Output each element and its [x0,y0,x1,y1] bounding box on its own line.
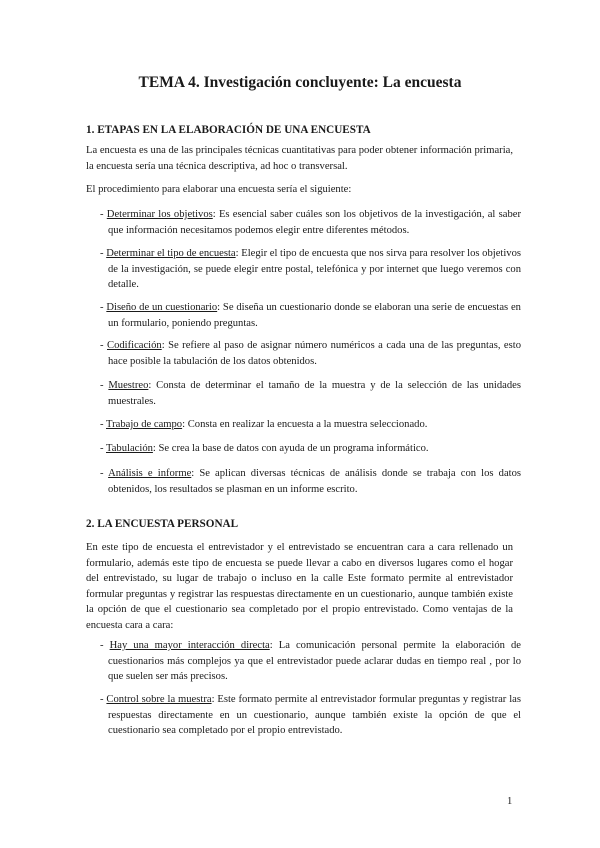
section-heading-encuesta-personal: 2. LA ENCUESTA PERSONAL [86,518,239,530]
section2-intro: En este tipo de encuesta el entrevistador y el entrevistado se encuentran cara a cara rellenado un formulario, además este tipo de encuesta se puede llevar a cabo en diversos lugares como el hogar del entrevistado, su lugar de trabajo o incluso en la calle Este formato permite al entrevistador formular preguntas y registrar las respuestas directamente en un cuestionario, aunque también existe la opción de que el cuestionario sea completado por el propio entrevistado. Como ventajas de la encuesta cara a cara: [86,542,513,631]
item-text: : Se aplican diversas técnicas de análisis donde se trabaja con los datos obtenidos, los resultados se plasman en un informe escrito. [108,468,522,495]
item-term: Determinar los objetivos [106,209,213,220]
item-text: : Se refiere al paso de asignar número numéricos a cada una de las preguntas, esto hace posible la tabulación de los datos obtenidos. [108,340,521,367]
item-term: Control sobre la muestra [106,694,212,705]
item-text: : Este formato permite al entrevistador formular preguntas y registrar las respuestas directamente en un cuestionario, aunque también existe la opción de que el cuestionario sea completado por el propio entrevistado. [108,694,521,736]
item-term: Análisis e informe [108,468,192,479]
list-item: - Análisis e informe: Se aplican diversas técnicas de análisis donde se trabaja con los datos obtenidos, los resultados se plasman en un informe escrito. [100,468,522,495]
section-heading-etapas: 1. ETAPAS EN LA ELABORACIÓN DE UNA ENCUESTA [86,124,371,136]
page-number: 1 [507,796,513,807]
item-term: Diseño de un cuestionario [106,302,218,313]
item-term: Muestreo [108,380,149,391]
list-item: - Trabajo de campo: Consta en realizar la encuesta a la muestra seleccionado. [100,419,428,430]
item-text: : Es esencial saber cuáles son los objetivos de la investigación, al saber que información necesitamos podemos elegir entre diferentes métodos. [108,209,521,236]
document-title: TEMA 4. Investigación concluyente: La encuesta [138,74,462,91]
item-text: : Se diseña un cuestionario donde se elaboran una serie de encuestas en un formulario, poniendo preguntas. [108,302,521,329]
list-item: - Control sobre la muestra: Este formato permite al entrevistador formular preguntas y registrar las respuestas directamente en un cuestionario, aunque también existe la opción de que el cuestionario sea completado por el propio entrevistado. [100,694,521,736]
item-text: : La comunicación personal permite la elaboración de cuestionarios más complejos ya que el entrevistador puede aclarar dudas en tiempo real , por lo que suelen ser más precisos. [108,640,521,682]
item-text: : Consta de determinar el tamaño de la muestra y de la selección de las unidades muestrales. [108,380,521,407]
section1-procedure: El procedimiento para elaborar una encuesta sería el siguiente: [86,184,352,195]
item-term: Hay una mayor interacción directa [109,640,270,651]
list-item: - Determinar el tipo de encuesta: Elegir el tipo de encuesta que nos sirva para resolver los objetivos de la investigación, se puede elegir entre postal, telefónica y por internet que luego veremos con detalle. [100,248,522,290]
list-item: - Hay una mayor interacción directa: La comunicación personal permite la elaboración de cuestionarios más complejos ya que el entrevistador puede aclarar dudas en tiempo real , por lo que suelen ser más precisos. [100,640,521,682]
item-term: Tabulación [106,443,153,454]
item-term: Codificación [107,340,162,351]
item-term: Trabajo de campo [106,419,183,430]
list-item: - Codificación: Se refiere al paso de asignar número numéricos a cada una de las preguntas, esto hace posible la tabulación de los datos obtenidos. [100,340,521,367]
section1-intro: La encuesta es una de las principales técnicas cuantitativas para poder obtener información primaria, la encuesta sería una técnica descriptiva, ad hoc o transversal. [86,145,513,172]
list-item: - Muestreo: Consta de determinar el tamaño de la muestra y de la selección de las unidades muestrales. [100,380,521,407]
list-item: - Tabulación: Se crea la base de datos con ayuda de un programa informático. [100,443,429,454]
list-item: - Determinar los objetivos: Es esencial saber cuáles son los objetivos de la investigación, al saber que información necesitamos podemos elegir entre diferentes métodos. [100,209,521,236]
item-text: : Se crea la base de datos con ayuda de un programa informático. [152,443,429,454]
list-item: - Diseño de un cuestionario: Se diseña un cuestionario donde se elaboran una serie de encuestas en un formulario, poniendo preguntas. [100,302,521,329]
item-text: : Elegir el tipo de encuesta que nos sirva para resolver los objetivos de la investigación, se puede elegir entre postal, telefónica y por internet que luego veremos con detalle. [108,248,522,290]
item-text: : Consta en realizar la encuesta a la muestra seleccionado. [182,419,428,430]
item-term: Determinar el tipo de encuesta [106,248,236,259]
